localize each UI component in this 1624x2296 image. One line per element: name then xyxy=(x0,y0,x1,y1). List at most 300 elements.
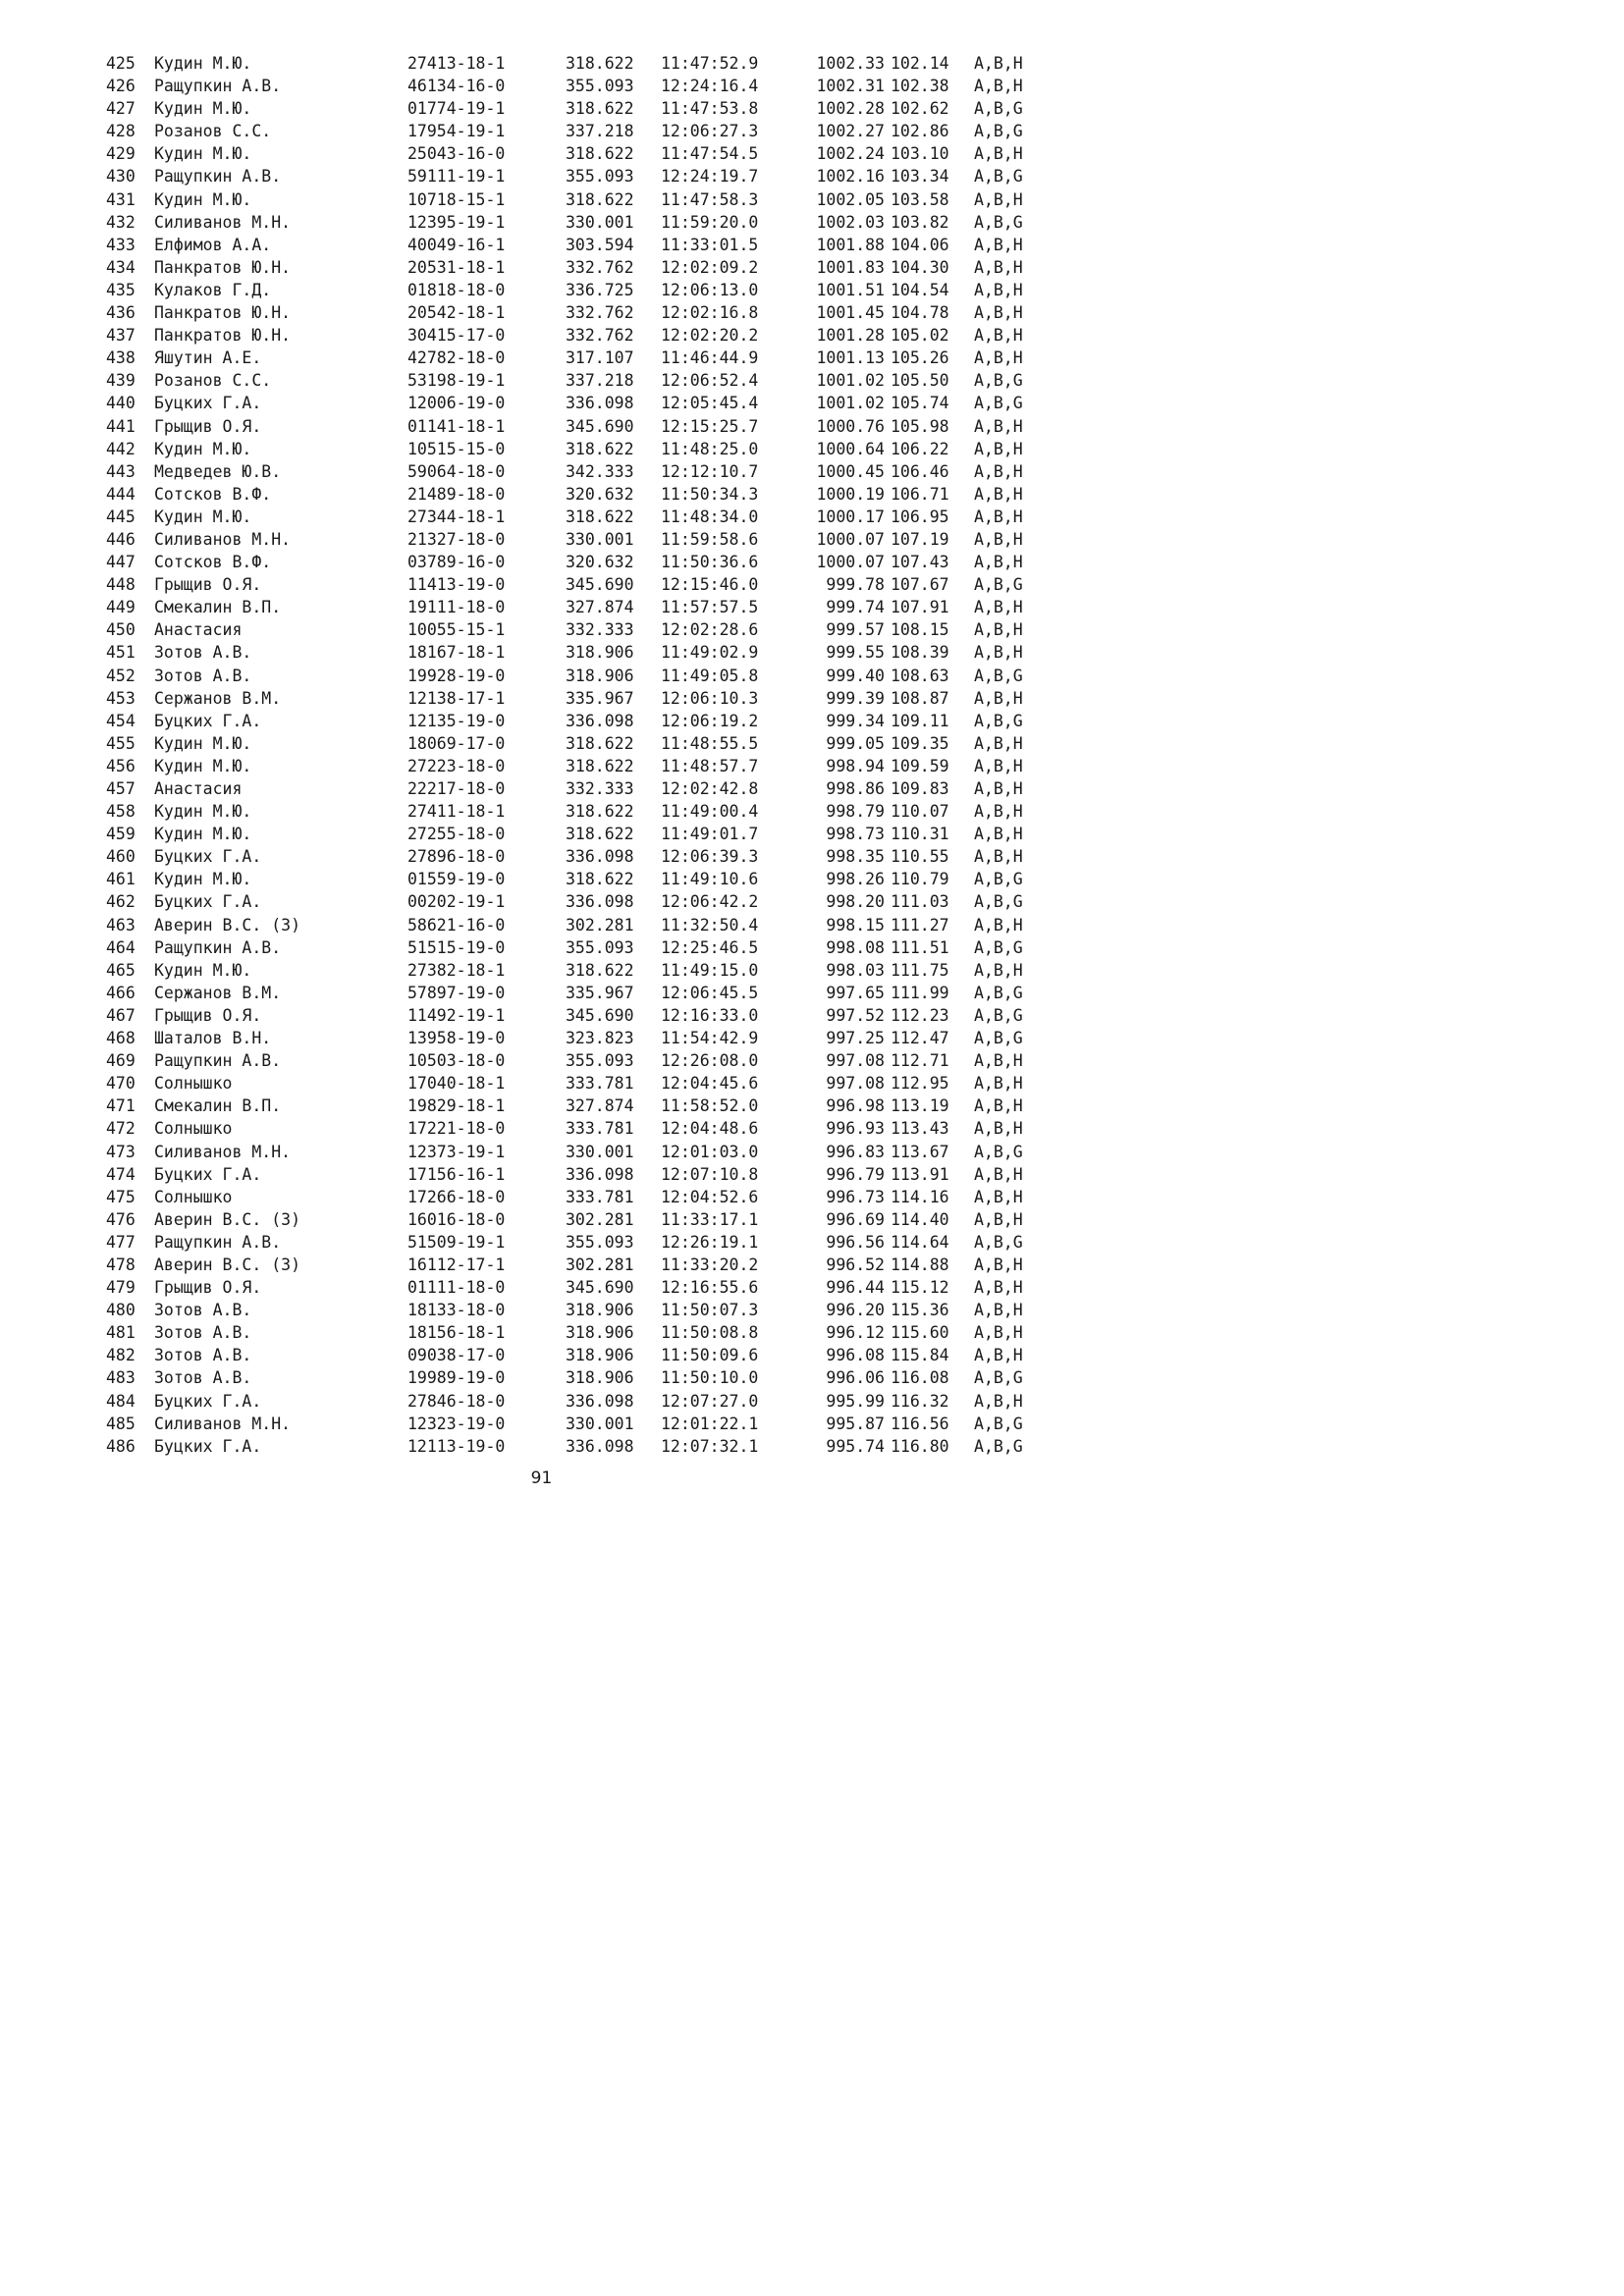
speed: 995.74 xyxy=(826,1436,885,1456)
speed: 997.08 xyxy=(826,1074,885,1094)
fancier-name: Кудин М.Ю. xyxy=(154,870,252,889)
distance: 336.098 xyxy=(566,1391,634,1411)
speed: 1002.16 xyxy=(816,167,885,187)
categories: A,B,H xyxy=(974,507,1023,526)
ring-number: 27382-18-1 xyxy=(407,960,506,980)
points: 114.40 xyxy=(891,1209,949,1229)
distance: 330.001 xyxy=(566,1142,634,1161)
fancier-name: Зотов А.В. xyxy=(154,666,252,685)
ring-number: 59111-19-1 xyxy=(407,167,506,187)
distance: 332.333 xyxy=(566,779,634,798)
speed: 998.03 xyxy=(826,960,885,980)
categories: A,B,H xyxy=(974,1278,1023,1298)
distance: 318.906 xyxy=(566,1301,634,1320)
ring-number: 10515-15-0 xyxy=(407,439,506,458)
ring-number: 17221-18-0 xyxy=(407,1119,506,1139)
speed: 998.73 xyxy=(826,825,885,844)
ring-number: 12373-19-1 xyxy=(407,1142,506,1161)
categories: A,B,G xyxy=(974,1005,1023,1025)
distance: 332.762 xyxy=(566,326,634,346)
arrival-time: 12:02:42.8 xyxy=(661,779,759,798)
speed: 998.94 xyxy=(826,756,885,775)
categories: A,B,H xyxy=(974,1255,1023,1274)
document-page xyxy=(0,0,1083,1531)
speed: 1000.07 xyxy=(816,553,885,572)
ring-number: 20542-18-1 xyxy=(407,303,506,323)
arrival-time: 11:54:42.9 xyxy=(661,1029,759,1048)
ring-number: 59064-18-0 xyxy=(407,461,506,481)
distance: 333.781 xyxy=(566,1074,634,1094)
categories: A,B,H xyxy=(974,1164,1023,1184)
categories: A,B,H xyxy=(974,77,1023,96)
place-number: 463 xyxy=(106,915,135,934)
distance: 302.281 xyxy=(566,1209,634,1229)
place-number: 475 xyxy=(106,1187,135,1206)
place-number: 456 xyxy=(106,756,135,775)
distance: 318.906 xyxy=(566,643,634,663)
arrival-time: 11:48:57.7 xyxy=(661,756,759,775)
distance: 318.622 xyxy=(566,507,634,526)
distance: 336.098 xyxy=(566,1436,634,1456)
ring-number: 19989-19-0 xyxy=(407,1368,506,1388)
speed: 1002.28 xyxy=(816,99,885,119)
ring-number: 19111-18-0 xyxy=(407,598,506,617)
speed: 999.74 xyxy=(826,598,885,617)
categories: A,B,H xyxy=(974,1209,1023,1229)
fancier-name: Медведев Ю.В. xyxy=(154,461,282,481)
categories: A,B,H xyxy=(974,620,1023,640)
place-number: 458 xyxy=(106,802,135,822)
points: 111.27 xyxy=(891,915,949,934)
categories: A,B,H xyxy=(974,54,1023,73)
fancier-name: Кудин М.Ю. xyxy=(154,439,252,458)
page-number: 91 xyxy=(530,1468,553,1488)
fancier-name: Кудин М.Ю. xyxy=(154,756,252,775)
fancier-name: Елфимов А.А. xyxy=(154,235,272,254)
distance: 302.281 xyxy=(566,1255,634,1274)
place-number: 476 xyxy=(106,1209,135,1229)
arrival-time: 11:33:17.1 xyxy=(661,1209,759,1229)
ring-number: 53198-19-1 xyxy=(407,371,506,391)
place-number: 451 xyxy=(106,643,135,663)
arrival-time: 12:06:13.0 xyxy=(661,280,759,299)
speed: 998.15 xyxy=(826,915,885,934)
arrival-time: 11:48:25.0 xyxy=(661,439,759,458)
fancier-name: Солнышко xyxy=(154,1074,233,1094)
arrival-time: 12:06:45.5 xyxy=(661,983,759,1002)
fancier-name: Кудин М.Ю. xyxy=(154,733,252,753)
ring-number: 12135-19-0 xyxy=(407,711,506,730)
arrival-time: 12:06:42.2 xyxy=(661,892,759,912)
fancier-name: Ращупкин А.В. xyxy=(154,937,282,957)
points: 106.71 xyxy=(891,484,949,504)
arrival-time: 12:15:46.0 xyxy=(661,575,759,595)
arrival-time: 11:50:09.6 xyxy=(661,1346,759,1365)
speed: 1000.17 xyxy=(816,507,885,526)
ring-number: 17954-19-1 xyxy=(407,122,506,141)
points: 105.50 xyxy=(891,371,949,391)
arrival-time: 11:49:02.9 xyxy=(661,643,759,663)
categories: A,B,H xyxy=(974,1346,1023,1365)
speed: 1001.02 xyxy=(816,394,885,413)
points: 107.91 xyxy=(891,598,949,617)
distance: 318.622 xyxy=(566,54,634,73)
arrival-time: 12:26:19.1 xyxy=(661,1232,759,1252)
distance: 318.622 xyxy=(566,756,634,775)
ring-number: 10718-15-1 xyxy=(407,189,506,209)
categories: A,B,H xyxy=(974,144,1023,164)
arrival-time: 11:49:01.7 xyxy=(661,825,759,844)
arrival-time: 12:06:39.3 xyxy=(661,847,759,867)
points: 116.80 xyxy=(891,1436,949,1456)
ring-number: 27255-18-0 xyxy=(407,825,506,844)
place-number: 438 xyxy=(106,348,135,368)
arrival-time: 11:49:00.4 xyxy=(661,802,759,822)
points: 103.34 xyxy=(891,167,949,187)
fancier-name: Кудин М.Ю. xyxy=(154,507,252,526)
place-number: 459 xyxy=(106,825,135,844)
distance: 318.622 xyxy=(566,802,634,822)
categories: A,B,H xyxy=(974,1323,1023,1343)
fancier-name: Панкратов Ю.Н. xyxy=(154,257,292,277)
points: 115.12 xyxy=(891,1278,949,1298)
place-number: 457 xyxy=(106,779,135,798)
categories: A,B,G xyxy=(974,892,1023,912)
place-number: 484 xyxy=(106,1391,135,1411)
speed: 999.78 xyxy=(826,575,885,595)
ring-number: 18069-17-0 xyxy=(407,733,506,753)
speed: 1001.13 xyxy=(816,348,885,368)
categories: A,B,G xyxy=(974,1368,1023,1388)
fancier-name: Ращупкин А.В. xyxy=(154,1051,282,1071)
points: 105.98 xyxy=(891,416,949,436)
fancier-name: Буцких Г.А. xyxy=(154,847,262,867)
distance: 336.098 xyxy=(566,1164,634,1184)
arrival-time: 11:50:10.0 xyxy=(661,1368,759,1388)
points: 114.88 xyxy=(891,1255,949,1274)
ring-number: 27413-18-1 xyxy=(407,54,506,73)
fancier-name: Грыщив О.Я. xyxy=(154,1005,262,1025)
place-number: 482 xyxy=(106,1346,135,1365)
fancier-name: Буцких Г.А. xyxy=(154,394,262,413)
place-number: 442 xyxy=(106,439,135,458)
categories: A,B,G xyxy=(974,666,1023,685)
arrival-time: 12:01:03.0 xyxy=(661,1142,759,1161)
ring-number: 00202-19-1 xyxy=(407,892,506,912)
ring-number: 03789-16-0 xyxy=(407,553,506,572)
speed: 1002.24 xyxy=(816,144,885,164)
speed: 995.87 xyxy=(826,1414,885,1433)
arrival-time: 12:24:19.7 xyxy=(661,167,759,187)
categories: A,B,G xyxy=(974,394,1023,413)
speed: 998.20 xyxy=(826,892,885,912)
categories: A,B,G xyxy=(974,575,1023,595)
categories: A,B,G xyxy=(974,1414,1023,1433)
distance: 337.218 xyxy=(566,371,634,391)
distance: 323.823 xyxy=(566,1029,634,1048)
speed: 995.99 xyxy=(826,1391,885,1411)
points: 109.35 xyxy=(891,733,949,753)
arrival-time: 12:25:46.5 xyxy=(661,937,759,957)
arrival-time: 12:06:19.2 xyxy=(661,711,759,730)
fancier-name: Сотсков В.Ф. xyxy=(154,553,272,572)
ring-number: 27344-18-1 xyxy=(407,507,506,526)
ring-number: 17040-18-1 xyxy=(407,1074,506,1094)
fancier-name: Буцких Г.А. xyxy=(154,1164,262,1184)
points: 104.06 xyxy=(891,235,949,254)
fancier-name: Силиванов М.Н. xyxy=(154,529,292,549)
distance: 355.093 xyxy=(566,167,634,187)
points: 104.78 xyxy=(891,303,949,323)
points: 107.19 xyxy=(891,529,949,549)
speed: 997.08 xyxy=(826,1051,885,1071)
categories: A,B,G xyxy=(974,167,1023,187)
categories: A,B,H xyxy=(974,1051,1023,1071)
fancier-name: Сержанов В.М. xyxy=(154,688,282,708)
arrival-time: 11:50:08.8 xyxy=(661,1323,759,1343)
place-number: 452 xyxy=(106,666,135,685)
place-number: 447 xyxy=(106,553,135,572)
distance: 337.218 xyxy=(566,122,634,141)
place-number: 446 xyxy=(106,529,135,549)
speed: 996.73 xyxy=(826,1187,885,1206)
speed: 996.98 xyxy=(826,1096,885,1116)
fancier-name: Зотов А.В. xyxy=(154,643,252,663)
distance: 355.093 xyxy=(566,937,634,957)
place-number: 478 xyxy=(106,1255,135,1274)
categories: A,B,H xyxy=(974,1187,1023,1206)
points: 103.82 xyxy=(891,212,949,232)
place-number: 473 xyxy=(106,1142,135,1161)
speed: 1001.02 xyxy=(816,371,885,391)
speed: 996.52 xyxy=(826,1255,885,1274)
categories: A,B,H xyxy=(974,439,1023,458)
points: 113.19 xyxy=(891,1096,949,1116)
speed: 998.35 xyxy=(826,847,885,867)
speed: 1000.19 xyxy=(816,484,885,504)
ring-number: 19829-18-1 xyxy=(407,1096,506,1116)
ring-number: 51509-19-1 xyxy=(407,1232,506,1252)
categories: A,B,H xyxy=(974,348,1023,368)
fancier-name: Силиванов М.Н. xyxy=(154,1414,292,1433)
categories: A,B,H xyxy=(974,1096,1023,1116)
place-number: 445 xyxy=(106,507,135,526)
categories: A,B,H xyxy=(974,303,1023,323)
distance: 302.281 xyxy=(566,915,634,934)
arrival-time: 12:06:10.3 xyxy=(661,688,759,708)
ring-number: 01559-19-0 xyxy=(407,870,506,889)
place-number: 428 xyxy=(106,122,135,141)
speed: 1001.45 xyxy=(816,303,885,323)
fancier-name: Панкратов Ю.Н. xyxy=(154,303,292,323)
ring-number: 12006-19-0 xyxy=(407,394,506,413)
place-number: 469 xyxy=(106,1051,135,1071)
arrival-time: 12:15:25.7 xyxy=(661,416,759,436)
points: 106.95 xyxy=(891,507,949,526)
ring-number: 12323-19-0 xyxy=(407,1414,506,1433)
ring-number: 22217-18-0 xyxy=(407,779,506,798)
points: 102.86 xyxy=(891,122,949,141)
distance: 318.622 xyxy=(566,733,634,753)
speed: 998.26 xyxy=(826,870,885,889)
speed: 1000.64 xyxy=(816,439,885,458)
ring-number: 40049-16-1 xyxy=(407,235,506,254)
place-number: 462 xyxy=(106,892,135,912)
ring-number: 18156-18-1 xyxy=(407,1323,506,1343)
points: 108.63 xyxy=(891,666,949,685)
place-number: 449 xyxy=(106,598,135,617)
categories: A,B,H xyxy=(974,484,1023,504)
place-number: 480 xyxy=(106,1301,135,1320)
arrival-time: 11:50:07.3 xyxy=(661,1301,759,1320)
fancier-name: Аверин В.С. (З) xyxy=(154,1209,301,1229)
arrival-time: 11:49:15.0 xyxy=(661,960,759,980)
fancier-name: Силиванов М.Н. xyxy=(154,212,292,232)
ring-number: 17266-18-0 xyxy=(407,1187,506,1206)
points: 102.38 xyxy=(891,77,949,96)
fancier-name: Солнышко xyxy=(154,1119,233,1139)
categories: A,B,G xyxy=(974,983,1023,1002)
ring-number: 11492-19-1 xyxy=(407,1005,506,1025)
fancier-name: Кудин М.Ю. xyxy=(154,189,252,209)
arrival-time: 12:04:45.6 xyxy=(661,1074,759,1094)
points: 110.07 xyxy=(891,802,949,822)
arrival-time: 12:06:52.4 xyxy=(661,371,759,391)
points: 112.71 xyxy=(891,1051,949,1071)
place-number: 461 xyxy=(106,870,135,889)
place-number: 430 xyxy=(106,167,135,187)
arrival-time: 12:24:16.4 xyxy=(661,77,759,96)
categories: A,B,H xyxy=(974,960,1023,980)
distance: 336.725 xyxy=(566,280,634,299)
categories: A,B,G xyxy=(974,711,1023,730)
speed: 996.12 xyxy=(826,1323,885,1343)
categories: A,B,G xyxy=(974,371,1023,391)
points: 115.60 xyxy=(891,1323,949,1343)
place-number: 474 xyxy=(106,1164,135,1184)
ring-number: 01774-19-1 xyxy=(407,99,506,119)
points: 104.30 xyxy=(891,257,949,277)
fancier-name: Зотов А.В. xyxy=(154,1301,252,1320)
place-number: 437 xyxy=(106,326,135,346)
arrival-time: 11:47:54.5 xyxy=(661,144,759,164)
place-number: 464 xyxy=(106,937,135,957)
ring-number: 42782-18-0 xyxy=(407,348,506,368)
fancier-name: Кудин М.Ю. xyxy=(154,54,252,73)
distance: 345.690 xyxy=(566,1005,634,1025)
ring-number: 27846-18-0 xyxy=(407,1391,506,1411)
fancier-name: Кулаков Г.Д. xyxy=(154,280,272,299)
place-number: 450 xyxy=(106,620,135,640)
distance: 345.690 xyxy=(566,575,634,595)
fancier-name: Буцких Г.А. xyxy=(154,1391,262,1411)
fancier-name: Солнышко xyxy=(154,1187,233,1206)
points: 111.75 xyxy=(891,960,949,980)
fancier-name: Кудин М.Ю. xyxy=(154,825,252,844)
categories: A,B,H xyxy=(974,802,1023,822)
place-number: 436 xyxy=(106,303,135,323)
categories: A,B,H xyxy=(974,688,1023,708)
arrival-time: 12:02:09.2 xyxy=(661,257,759,277)
distance: 335.967 xyxy=(566,688,634,708)
speed: 1001.83 xyxy=(816,257,885,277)
arrival-time: 12:16:55.6 xyxy=(661,1278,759,1298)
place-number: 444 xyxy=(106,484,135,504)
distance: 320.632 xyxy=(566,484,634,504)
speed: 997.65 xyxy=(826,983,885,1002)
speed: 999.34 xyxy=(826,711,885,730)
distance: 332.762 xyxy=(566,303,634,323)
points: 112.23 xyxy=(891,1005,949,1025)
fancier-name: Кудин М.Ю. xyxy=(154,99,252,119)
fancier-name: Грыщив О.Я. xyxy=(154,416,262,436)
fancier-name: Розанов С.С. xyxy=(154,371,272,391)
speed: 999.57 xyxy=(826,620,885,640)
points: 115.36 xyxy=(891,1301,949,1320)
arrival-time: 12:01:22.1 xyxy=(661,1414,759,1433)
ring-number: 01141-18-1 xyxy=(407,416,506,436)
categories: A,B,H xyxy=(974,1391,1023,1411)
categories: A,B,G xyxy=(974,1232,1023,1252)
speed: 996.79 xyxy=(826,1164,885,1184)
points: 108.87 xyxy=(891,688,949,708)
categories: A,B,H xyxy=(974,1074,1023,1094)
distance: 318.622 xyxy=(566,960,634,980)
arrival-time: 11:32:50.4 xyxy=(661,915,759,934)
points: 111.99 xyxy=(891,983,949,1002)
distance: 336.098 xyxy=(566,394,634,413)
categories: A,B,H xyxy=(974,847,1023,867)
ring-number: 46134-16-0 xyxy=(407,77,506,96)
categories: A,B,G xyxy=(974,212,1023,232)
speed: 1000.45 xyxy=(816,461,885,481)
categories: A,B,G xyxy=(974,122,1023,141)
points: 110.79 xyxy=(891,870,949,889)
distance: 345.690 xyxy=(566,1278,634,1298)
arrival-time: 11:46:44.9 xyxy=(661,348,759,368)
ring-number: 51515-19-0 xyxy=(407,937,506,957)
place-number: 485 xyxy=(106,1414,135,1433)
fancier-name: Анастасия xyxy=(154,620,243,640)
ring-number: 19928-19-0 xyxy=(407,666,506,685)
categories: A,B,H xyxy=(974,733,1023,753)
distance: 355.093 xyxy=(566,77,634,96)
fancier-name: Грыщив О.Я. xyxy=(154,575,262,595)
speed: 996.56 xyxy=(826,1232,885,1252)
categories: A,B,H xyxy=(974,598,1023,617)
ring-number: 13958-19-0 xyxy=(407,1029,506,1048)
categories: A,B,H xyxy=(974,257,1023,277)
distance: 333.781 xyxy=(566,1119,634,1139)
place-number: 470 xyxy=(106,1074,135,1094)
place-number: 479 xyxy=(106,1278,135,1298)
place-number: 427 xyxy=(106,99,135,119)
arrival-time: 12:02:16.8 xyxy=(661,303,759,323)
speed: 1002.03 xyxy=(816,212,885,232)
arrival-time: 11:47:52.9 xyxy=(661,54,759,73)
distance: 327.874 xyxy=(566,1096,634,1116)
points: 103.10 xyxy=(891,144,949,164)
arrival-time: 12:04:52.6 xyxy=(661,1187,759,1206)
speed: 998.86 xyxy=(826,779,885,798)
place-number: 486 xyxy=(106,1436,135,1456)
categories: A,B,G xyxy=(974,1029,1023,1048)
fancier-name: Буцких Г.А. xyxy=(154,711,262,730)
points: 109.11 xyxy=(891,711,949,730)
arrival-time: 11:49:10.6 xyxy=(661,870,759,889)
place-number: 468 xyxy=(106,1029,135,1048)
fancier-name: Зотов А.В. xyxy=(154,1346,252,1365)
